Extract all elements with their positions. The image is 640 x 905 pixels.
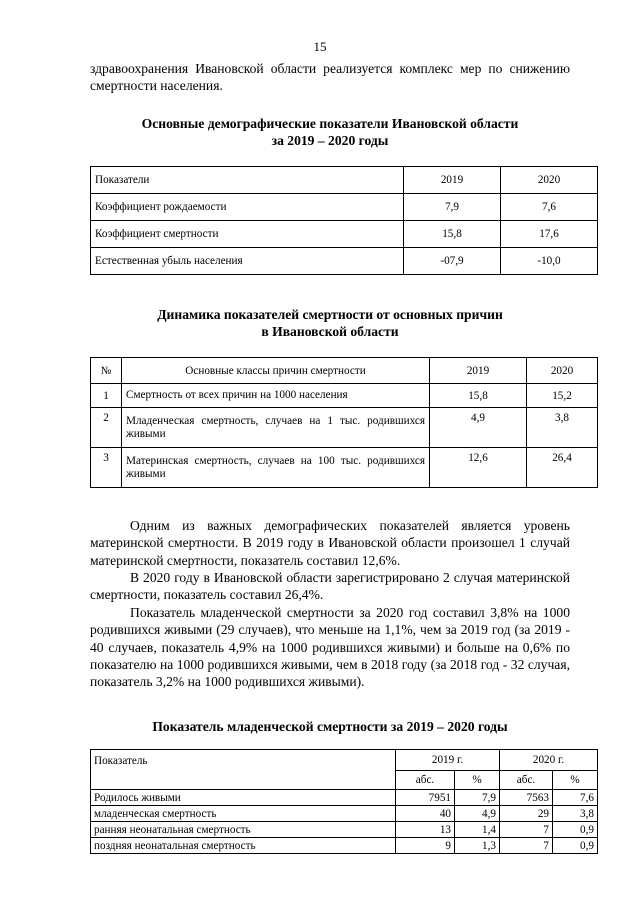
table-header-row [91,167,598,194]
infant-mortality-table [90,749,598,854]
table-cell: Родилось живыми [91,790,396,806]
table-cell: 2 [91,408,122,448]
paragraph-maternal-2019: Одним из важных демографических показателей является уровень материнской смертности. В 2019 году в Ивановской области произошел 1 случай материнской смертности, показатель составил 12,6%. [90,518,570,568]
header-cell: абс. [396,771,455,790]
table-row [91,194,598,221]
table-cell: 7951 [396,790,455,806]
header-cell: абс. [500,771,553,790]
header-cell: 2020 [527,358,598,384]
table3-title: Показатель младенческой смертности за 2019 – 2020 годы [152,719,508,734]
header-cell: Показатели [91,167,404,194]
table-cell: 4,9 [430,408,527,448]
demographic-indicators-table [90,166,598,275]
header-cell: 2020 [501,167,598,194]
table-cell: 3,8 [553,806,598,822]
table-cell: младенческая смертность [91,806,396,822]
table-cell: -07,9 [404,248,501,275]
header-cell: Показатель [91,750,396,790]
table-cell: 1,3 [455,838,500,854]
table-cell: 1 [91,384,122,408]
table-cell: 7,6 [553,790,598,806]
table1-title-line1: Основные демографические показатели Ивановской области [141,116,519,131]
table-cell: 7,9 [455,790,500,806]
table-cell: -10,0 [501,248,598,275]
table-cell: Коэффициент рождаемости [91,194,404,221]
header-cell: № [91,358,122,384]
table-cell: 0,9 [553,838,598,854]
table-cell: 1,4 [455,822,500,838]
table-cell: 15,8 [404,221,501,248]
header-cell: % [455,771,500,790]
header-cell: % [553,771,598,790]
table-cell: 7563 [500,790,553,806]
table-cell: 0,9 [553,822,598,838]
table-cell: 17,6 [501,221,598,248]
table-cell: поздняя неонатальная смертность [91,838,396,854]
table-cell: 7,6 [501,194,598,221]
paragraph-maternal-2020: В 2020 году в Ивановской области зарегистрировано 2 случая материнской смертности, показатель составил 26,4%. [90,570,570,603]
table-row [91,822,598,838]
table-row [91,806,598,822]
paragraph-infant-mortality: Показатель младенческой смертности за 2020 год составил 3,8% на 1000 родившихся живыми (29 случаев), что меньше на 1,1%, чем за 2019 год (за 2019 - 40 случаев, показатель 4,9% на 1000 родившихся живыми) и больше на 0,6% по показателю на 1000 родившихся живыми, чем в 2018 году (за 2018 год - 32 случая, показатель 3,2% на 1000 родившихся живыми). [90,605,570,690]
table1-title [60,115,600,149]
header-cell: 2019 [430,358,527,384]
header-cell: 2019 [404,167,501,194]
table-row [91,790,598,806]
table2-title-line2: в Ивановской области [261,324,399,339]
table-cell: 15,8 [430,384,527,408]
header-cell: Основные классы причин смертности [122,358,430,384]
table-header-row [91,750,598,771]
table-cell: 9 [396,838,455,854]
table-header-row [91,358,598,384]
table-cell: 4,9 [455,806,500,822]
table2-title [60,306,600,340]
page-number: 15 [313,39,327,54]
table-cell: 40 [396,806,455,822]
table-cell: 7 [500,822,553,838]
table-row [91,408,598,448]
table-cell: 7,9 [404,194,501,221]
table1-title-line2: за 2019 – 2020 годы [271,133,389,148]
table-cell: 7 [500,838,553,854]
table-cell: Материнская смертность, случаев на 100 тыс. родившихся живыми [122,448,430,488]
table2-title-line1: Динамика показателей смертности от основных причин [157,307,503,322]
table-cell: Естественная убыль населения [91,248,404,275]
table-row [91,248,598,275]
table-row [91,221,598,248]
table-row [91,448,598,488]
table-row [91,384,598,408]
intro-paragraph: здравоохранения Ивановской области реализуется комплекс мер по снижению смертности населения. [90,61,570,94]
table-cell: ранняя неонатальная смертность [91,822,396,838]
table-cell: 3,8 [527,408,598,448]
table-cell: 12,6 [430,448,527,488]
header-cell: 2019 г. [396,750,500,771]
table-cell: 26,4 [527,448,598,488]
table-cell: Младенческая смертность, случаев на 1 тыс. родившихся живыми [122,408,430,448]
header-cell: 2020 г. [500,750,598,771]
table-cell: 29 [500,806,553,822]
table-cell: Смертность от всех причин на 1000 населения [122,384,430,408]
table-cell: 15,2 [527,384,598,408]
table-cell: 13 [396,822,455,838]
table-cell: Коэффициент смертности [91,221,404,248]
table-cell: 3 [91,448,122,488]
table-row [91,838,598,854]
mortality-causes-table [90,357,598,488]
